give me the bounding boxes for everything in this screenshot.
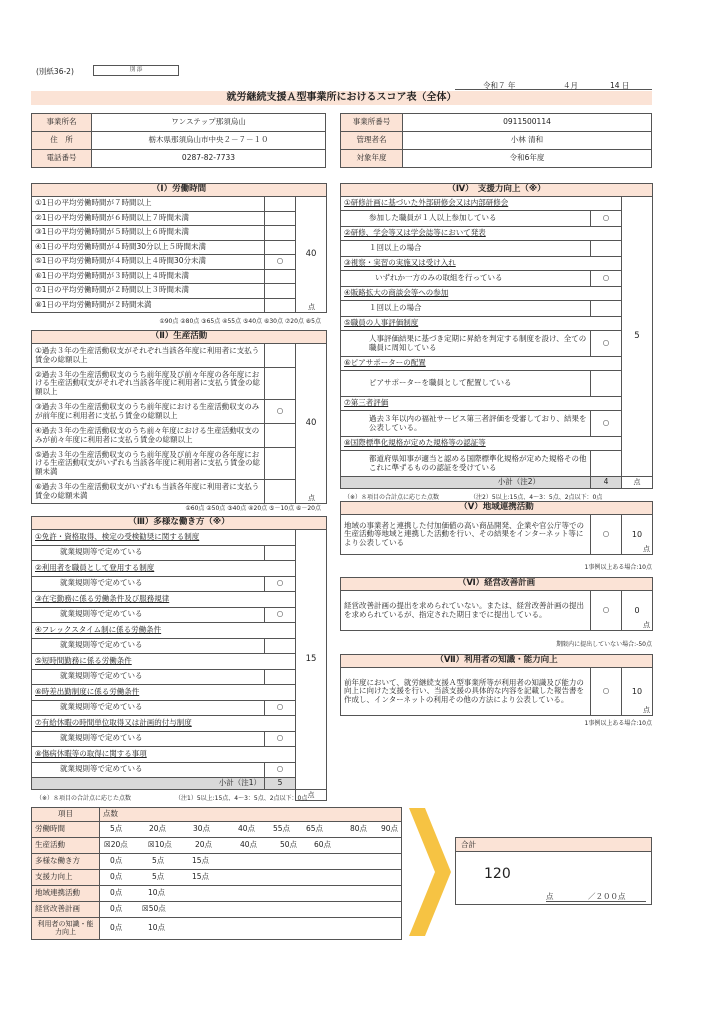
section-5-title: （Ⅴ）地域連携活動 [341, 502, 653, 515]
office-name-label: 事業所名 [32, 114, 92, 132]
pt: 40点 [240, 840, 258, 849]
s1-row: ④1日の平均労働時間が４時間30分以上５時間未満 [32, 240, 265, 255]
pt: 0点 [110, 904, 123, 913]
s3-score: 15 [296, 530, 327, 790]
s4-item-sub: 過去３年以内の福祉サービス第三者評価を受審しており、結果を公表している。 [341, 411, 591, 437]
s3-item-head: ④フレックスタイム制に係る労働条件 [32, 623, 296, 639]
s2-row: ②過去３年の生産活動収支のうち前年度及び前々年度の各年度における生産活動収支がそれぞれ当該各年度に利用者に支払う賃金の総額以上 [32, 368, 265, 400]
s1-row: ⑧1日の平均労働時間が２時間未満 [32, 298, 265, 313]
points-row [100, 886, 402, 902]
year-label: 対象年度 [341, 150, 403, 168]
s1-note: ①90点 ②80点 ③65点 ④55点 ⑤40点 ⑥30点 ⑦20点 ⑧5点 [159, 318, 321, 325]
s2-mark [265, 368, 296, 400]
pt: 5点 [152, 872, 165, 881]
s3-item-head: ⑧傷病休暇等の取得に関する事項 [32, 747, 296, 763]
s3-item-head: ⑦有給休暇の時間単位取得又は計画的付与制度 [32, 716, 296, 732]
s3-item-sub: 就業規則等で定めている [32, 700, 265, 716]
pt: 30点 [193, 824, 211, 833]
s3-mark: ○ [265, 700, 296, 716]
pt: 90点 [381, 824, 399, 833]
arrow-right-icon [409, 808, 451, 936]
pt: ☒50点 [142, 904, 166, 913]
s3-note-left: （※）８項目の合計点に応じた点数 [36, 795, 132, 802]
s1-row: ③1日の平均労働時間が５時間以上６時間未満 [32, 226, 265, 241]
s2-score: 40 [305, 417, 317, 428]
total-value: 120 [484, 866, 511, 882]
section-6-table [340, 577, 653, 631]
points-row [100, 902, 402, 918]
s4-item-head: ④販路拡大の商談会等への参加 [341, 287, 622, 301]
s4-mark: ○ [591, 411, 622, 437]
office-name: ワンステップ那須烏山 [92, 114, 326, 132]
points-label: 生産活動 [32, 838, 100, 854]
s4-mark: ○ [591, 211, 622, 227]
s2-mark [265, 448, 296, 480]
s4-item-head: ⑥ピアサポーターの配置 [341, 357, 622, 371]
target-year: 令和6年度 [403, 150, 652, 168]
total-label: 合計 [456, 838, 651, 852]
pt: 0点 [110, 888, 123, 897]
s3-mark: ○ [265, 762, 296, 778]
s3-item-sub: 就業規則等で定めている [32, 545, 265, 561]
s4-unit: 点 [622, 477, 653, 489]
points-label: 労働時間 [32, 822, 100, 838]
s7-score: 10 [631, 686, 643, 696]
date-day: 14 日 [610, 81, 630, 90]
s4-subtotal-label: 小計（注2） [341, 477, 591, 489]
section-7-table [340, 654, 653, 716]
s1-row: ①1日の平均労働時間が７時間以上 [32, 197, 265, 212]
section-3-title: （Ⅲ）多様な働き方（※） [32, 517, 327, 530]
s3-item-head: ②利用者を職員として登用する制度 [32, 561, 296, 577]
s1-mark [265, 298, 296, 313]
s4-mark: ○ [591, 331, 622, 357]
section-2-table [31, 330, 327, 504]
s1-row: ⑤1日の平均労働時間が４時間以上４時間30分未満 [32, 255, 265, 270]
pt: 10点 [148, 888, 166, 897]
s4-note-right: （注2）5以上:15点、4〜3：5点、2点以下：0点 [470, 494, 603, 501]
s4-item-head: ②研修、学会等又は学会誌等において発表 [341, 227, 622, 241]
s1-score-cell [296, 197, 327, 313]
pt: 0点 [110, 923, 123, 932]
section-4-title: （Ⅳ） 支援力向上（※） [341, 184, 653, 197]
points-row [100, 854, 402, 870]
pt: 5点 [152, 856, 165, 865]
info-table-left [31, 113, 326, 168]
section-4-table [340, 183, 653, 489]
attachment-label: (別紙36-2) [36, 67, 74, 76]
points-points-header: 点数 [100, 808, 402, 822]
s4-mark [591, 371, 622, 397]
s3-item-head: ⑥時差出勤制度に係る労働条件 [32, 685, 296, 701]
section-5-table [340, 501, 653, 555]
s3-item-sub: 就業規則等で定めている [32, 638, 265, 654]
date-month: ４月 [563, 81, 578, 90]
s2-row: ⑥過去３年の生産活動収支がいずれも当該各年度に利用者に支払う賃金の総額未満 [32, 480, 265, 504]
phone: 0287-82-7733 [92, 150, 326, 168]
section-7-title: （Ⅶ）利用者の知識・能力向上 [341, 655, 653, 668]
s5-score-cell [622, 515, 653, 555]
address-label: 住 所 [32, 132, 92, 150]
s1-mark: ○ [265, 255, 296, 270]
s3-item-sub: 就業規則等で定めている [32, 731, 265, 747]
phone-label: 電話番号 [32, 150, 92, 168]
s1-mark [265, 240, 296, 255]
s6-unit: 点 [643, 620, 651, 629]
s3-mark [265, 545, 296, 561]
section-1-table [31, 183, 327, 313]
s2-mark [265, 424, 296, 448]
points-label: 利用者の知識・能力向上 [32, 918, 100, 940]
s2-row: ④過去３年の生産活動収支のうち前々年度における生産活動収支のみが前々年度に利用者に支払う賃金の総額以上 [32, 424, 265, 448]
points-row [100, 918, 402, 940]
s1-row: ⑥1日の平均労働時間が３時間以上４時間未満 [32, 269, 265, 284]
s4-item-sub: １回以上の場合 [341, 241, 591, 257]
total-unit: 点 [546, 892, 554, 901]
points-label: 経営改善計画 [32, 902, 100, 918]
section-1-title: （Ⅰ）労働時間 [32, 184, 327, 197]
pt: 65点 [306, 824, 324, 833]
s4-item-head: ①研修計画に基づいた外部研修会又は内部研修会 [341, 197, 622, 211]
s3-item-head: ①免許・資格取得、検定の受検勧奨に関する制度 [32, 530, 296, 546]
s2-score-cell [296, 344, 327, 504]
s4-item-sub: 参加した職員が１人以上参加している [341, 211, 591, 227]
points-row [100, 838, 402, 854]
s3-item-sub: 就業規則等で定めている [32, 762, 265, 778]
pt: 55点 [273, 824, 291, 833]
s5-unit: 点 [643, 544, 651, 553]
pt: 15点 [192, 872, 210, 881]
s4-mark [591, 451, 622, 477]
office-no-label: 事業所番号 [341, 114, 403, 132]
s1-row: ⑦1日の平均労働時間が２時間以上３時間未満 [32, 284, 265, 299]
pt: 0点 [110, 872, 123, 881]
pt: ☒10点 [148, 840, 172, 849]
s4-subtotal: 4 [591, 477, 622, 489]
total-box [455, 837, 652, 905]
office-no: 0911500114 [403, 114, 652, 132]
pt: 0点 [110, 856, 123, 865]
s4-item-head: ⑤職員の人事評価制度 [341, 317, 622, 331]
s1-mark [265, 197, 296, 212]
s1-mark [265, 226, 296, 241]
s4-item-head: ⑦第三者評価 [341, 397, 622, 411]
s5-score: 10 [631, 529, 643, 539]
s5-mark: ○ [591, 515, 622, 555]
betten-box: 別 添 [93, 65, 179, 76]
manager: 小林 清和 [403, 132, 652, 150]
date-era: 令和７ 年 [483, 81, 516, 90]
s3-item-head: ⑤短時間勤務に係る労働条件 [32, 654, 296, 670]
s3-item-sub: 就業規則等で定めている [32, 576, 265, 592]
points-item-header: 項目 [32, 808, 100, 822]
s7-score-cell [622, 668, 653, 716]
points-table [31, 807, 402, 940]
s4-item-head: ⑧国際標準化規格が定めた規格等の認証等 [341, 437, 622, 451]
s4-item-head: ③視察・実習の実施又は受け入れ [341, 257, 622, 271]
s7-mark: ○ [591, 668, 622, 716]
s6-mark: ○ [591, 591, 622, 631]
s2-note: ①60点 ②50点 ③40点 ④20点 ⑤－10点 ⑥－20点 [185, 505, 321, 512]
page-title: 就労継続支援Ａ型事業所におけるスコア表（全体） [31, 91, 652, 105]
address: 栃木県那須烏山市中央２－７－１０ [92, 132, 326, 150]
s2-row: ③過去３年の生産活動収支のうち前年度における生産活動収支のみが前年度に利用者に支払う賃金の総額以上 [32, 400, 265, 424]
s3-item-sub: 就業規則等で定めている [32, 607, 265, 623]
s4-item-sub: ピアサポーターを職員として配置している [341, 371, 591, 397]
s1-row: ②1日の平均労働時間が６時間以上７時間未満 [32, 211, 265, 226]
section-2-title: （Ⅱ）生産活動 [32, 331, 327, 344]
manager-label: 管理者名 [341, 132, 403, 150]
s3-mark: ○ [265, 731, 296, 747]
s3-item-head: ③在宅勤務に係る労働条件及び服務規律 [32, 592, 296, 608]
s3-item-sub: 就業規則等で定めている [32, 669, 265, 685]
s4-score: 5 [622, 197, 653, 477]
s6-score-cell [622, 591, 653, 631]
section-6-title: （Ⅵ）経営改善計画 [341, 578, 653, 591]
s1-mark [265, 269, 296, 284]
s6-text: 経営改善計画の提出を求められていない。または、経営改善計画の提出を求められているが、指定された期日までに提出している。 [341, 591, 591, 631]
pt: ☒20点 [104, 840, 128, 849]
s2-mark: ○ [265, 400, 296, 424]
s2-mark [265, 480, 296, 504]
s4-mark [591, 301, 622, 317]
points-label: 地域連携活動 [32, 886, 100, 902]
s2-row: ①過去３年の生産活動収支がそれぞれ当該各年度に利用者に支払う賃金の総額以上 [32, 344, 265, 368]
s3-mark: ○ [265, 576, 296, 592]
s6-note: 期限内に提出していない場合:-50点 [556, 641, 652, 648]
points-label: 支援力向上 [32, 870, 100, 886]
pt: 10点 [148, 923, 166, 932]
s4-mark: ○ [591, 271, 622, 287]
s7-text: 前年度において、就労継続支援Ａ型事業所等が利用者の知識及び能力の向上に向けた支援を行い、当該支援の具体的な内容を記載した報告書を作成し、インターネットの利用その他の方法により公表している。 [341, 668, 591, 716]
s5-text: 地域の事業者と連携した付加価値の高い商品開発、企業や官公庁等での生産活動等地域と連携した活動を行い、その結果をインターネット等により公表している [341, 515, 591, 555]
total-max: ／２００点 [588, 892, 626, 901]
points-label: 多様な働き方 [32, 854, 100, 870]
s5-note: 1事例以上ある場合:10点 [584, 564, 652, 571]
pt: 60点 [314, 840, 332, 849]
s3-mark: ○ [265, 607, 296, 623]
pt: 40点 [238, 824, 256, 833]
s3-unit: 点 [296, 790, 327, 801]
date-line [455, 80, 652, 90]
s4-item-sub: 都道府県知事が適当と認める国際標準化規格が定めた規格その他これに準ずるものの認証を受けている [341, 451, 591, 477]
pt: 80点 [350, 824, 368, 833]
s2-row: ⑤過去３年の生産活動収支のうち前年度及び前々年度の各年度における生産活動収支がいずれも当該各年度に利用者に支払う賃金の総額未満 [32, 448, 265, 480]
s4-item-sub: 人事評価結果に基づき定期に昇給を判定する制度を設け、全ての職員に周知している [341, 331, 591, 357]
s7-note: 1事例以上ある場合:10点 [584, 720, 652, 727]
total-underline [546, 890, 646, 902]
s4-item-sub: １回以上の場合 [341, 301, 591, 317]
section-3-table [31, 516, 327, 801]
s4-mark [591, 241, 622, 257]
s2-unit: 点 [308, 493, 315, 502]
s3-mark [265, 669, 296, 685]
s3-mark [265, 638, 296, 654]
s3-subtotal-label: 小計（注1） [32, 778, 265, 790]
pt: 50点 [280, 840, 298, 849]
points-row [100, 822, 402, 838]
s1-mark [265, 284, 296, 299]
info-table-right [340, 113, 652, 168]
s1-unit: 点 [308, 302, 315, 311]
pt: 15点 [192, 856, 210, 865]
pt: 20点 [149, 824, 167, 833]
s1-mark [265, 211, 296, 226]
s4-note-left: （※）８項目の合計点に応じた点数 [344, 494, 440, 501]
s2-mark [265, 344, 296, 368]
pt: 5点 [110, 824, 123, 833]
s4-item-sub: いずれか一方のみの取組を行っている [341, 271, 591, 287]
s3-subtotal: 5 [265, 778, 296, 790]
s1-score: 40 [305, 248, 317, 259]
s3-note-right: （注1）5以上:15点、4〜3：5点、2点以下：0点 [175, 795, 308, 802]
pt: 20点 [195, 840, 213, 849]
points-row [100, 870, 402, 886]
s6-score: 0 [634, 605, 640, 615]
s7-unit: 点 [643, 705, 650, 714]
